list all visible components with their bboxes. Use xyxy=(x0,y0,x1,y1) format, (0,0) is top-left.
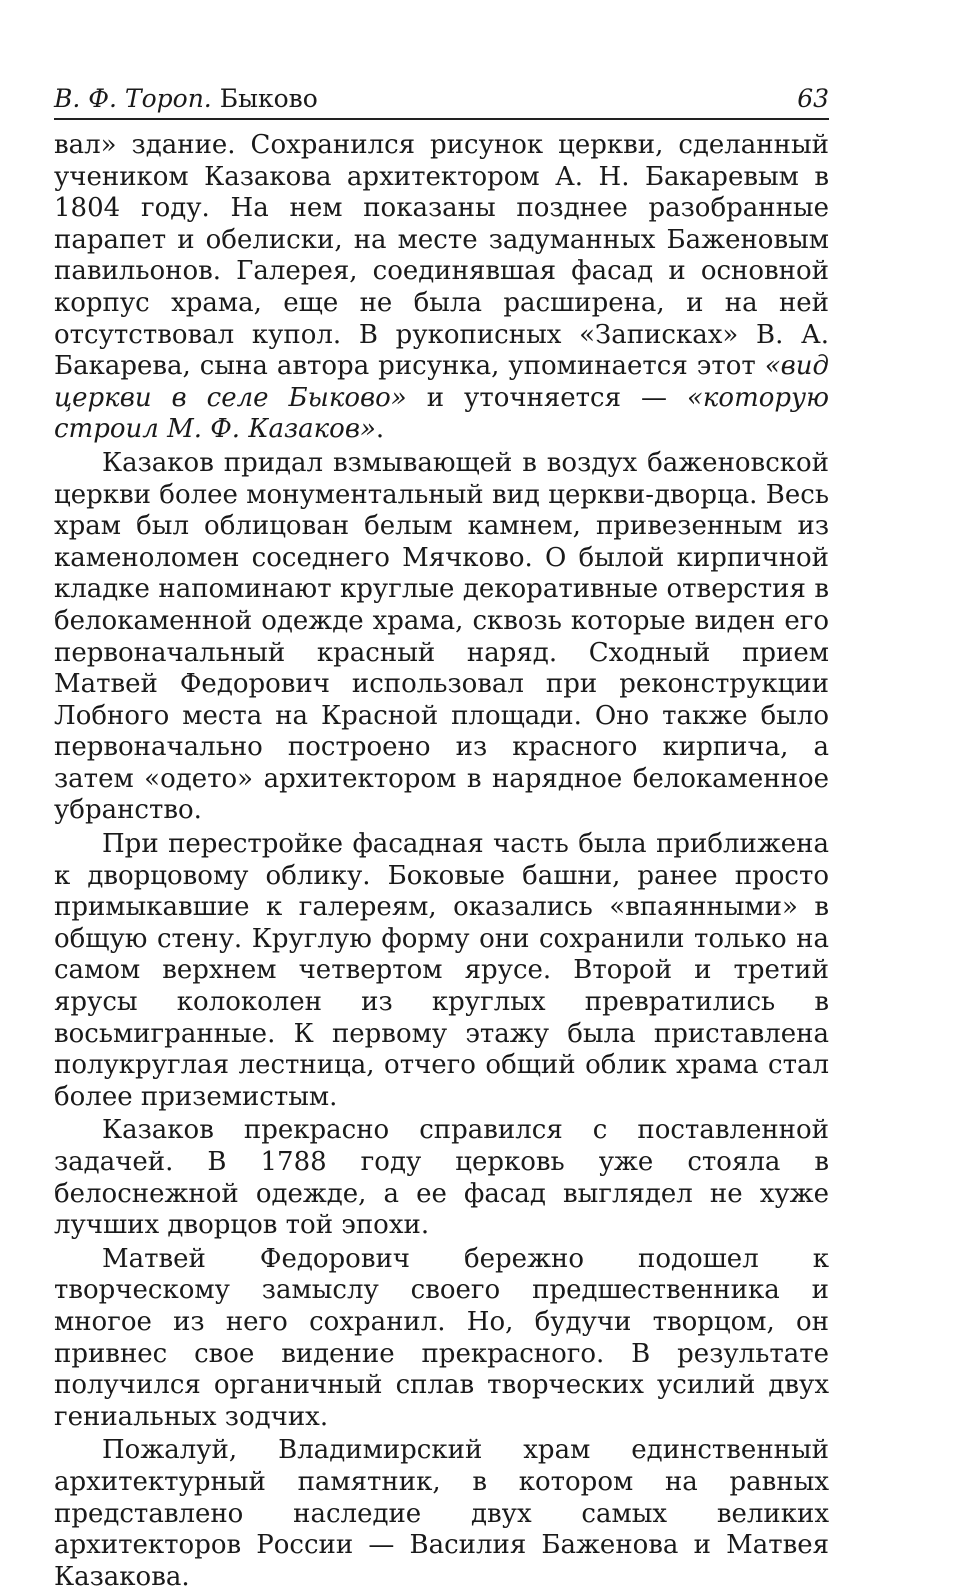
paragraph-4: Казаков прекрасно справился с поставленной задачей. В 1788 году церковь уже стояла в белоснежной одежде, а ее фасад выглядел не хуже лучших дворцов той эпохи. xyxy=(54,1115,829,1241)
paragraph-3: При перестройке фасадная часть была приближена к дворцовому облику. Боковые башни, ранее просто примыкавшие к галереям, оказались «впаянными» в общую стену. Круглую форму они сохранили только на самом верхнем четвертом ярусе. Второй и третий ярусы колоколен из круглых превратились в восьмигранные. К первому этажу была приставлена полукруглая лестница, отчего общий облик храма стал более приземистым. xyxy=(54,829,829,1112)
paragraph-1-text-b: и уточняется — xyxy=(406,382,687,413)
paragraph-6: Пожалуй, Владимирский храм единственный архитектурный памятник, в котором на равных представлено наследие двух самых великих архитекторов России — Василия Баженова и Матвея Казакова. xyxy=(54,1435,829,1592)
paragraph-1-text-a: вал» здание. Сохранился рисунок церкви, сделанный учеником Казакова архитектором А. Н. Бакаревым в 1804 году. На нем показаны позднее разобранные парапет и обелиски, на месте задуманных Баженовым павильонов. Галерея, соединявшая фасад и основной корпус храма, еще не была расширена, и на ней отсутствовал купол. В рукописных «Записках» В. А. Бакарева, сына автора рисунка, упоминается этот xyxy=(54,130,829,382)
author-title: В. Ф. Тороп. xyxy=(54,84,212,113)
paragraph-1 xyxy=(54,130,829,446)
paragraph-2: Казаков придал взмывающей в воздух баженовской церкви более монументальный вид церкви-дворца. Весь храм был облицован белым камнем, привезенным из каменоломен соседнего Мячково. О былой кирпичной кладке напоминают круглые декоративные отверстия в белокаменной одежде храма, сквозь которые виден его первоначальный красный наряд. Сходный прием Матвей Федорович использовал при реконструкции Лобного места на Красной площади. Оно также было первоначально построено из красного кирпича, а затем «одето» архитектором в нарядное белокаменное убранство. xyxy=(54,447,829,826)
paragraph-1-text-c: . xyxy=(375,414,385,445)
running-subtitle: Быково xyxy=(219,84,318,113)
body-text xyxy=(54,130,829,1593)
quote-kotoruyu-stroil: «которую строил М. Ф. Казаков» xyxy=(54,382,829,445)
page-number: 63 xyxy=(797,84,829,113)
running-head xyxy=(54,82,829,120)
running-title xyxy=(54,82,318,116)
quote-vid-tserkvi: «вид церкви в селе Быково» xyxy=(54,351,829,413)
paragraph-5: Матвей Федорович бережно подошел к творческому замыслу своего предшественника и многое из него сохранил. Но, будучи творцом, он привнес свое видение прекрасного. В результате получился органичный сплав творческих усилий двух гениальных зодчих. xyxy=(54,1243,829,1432)
